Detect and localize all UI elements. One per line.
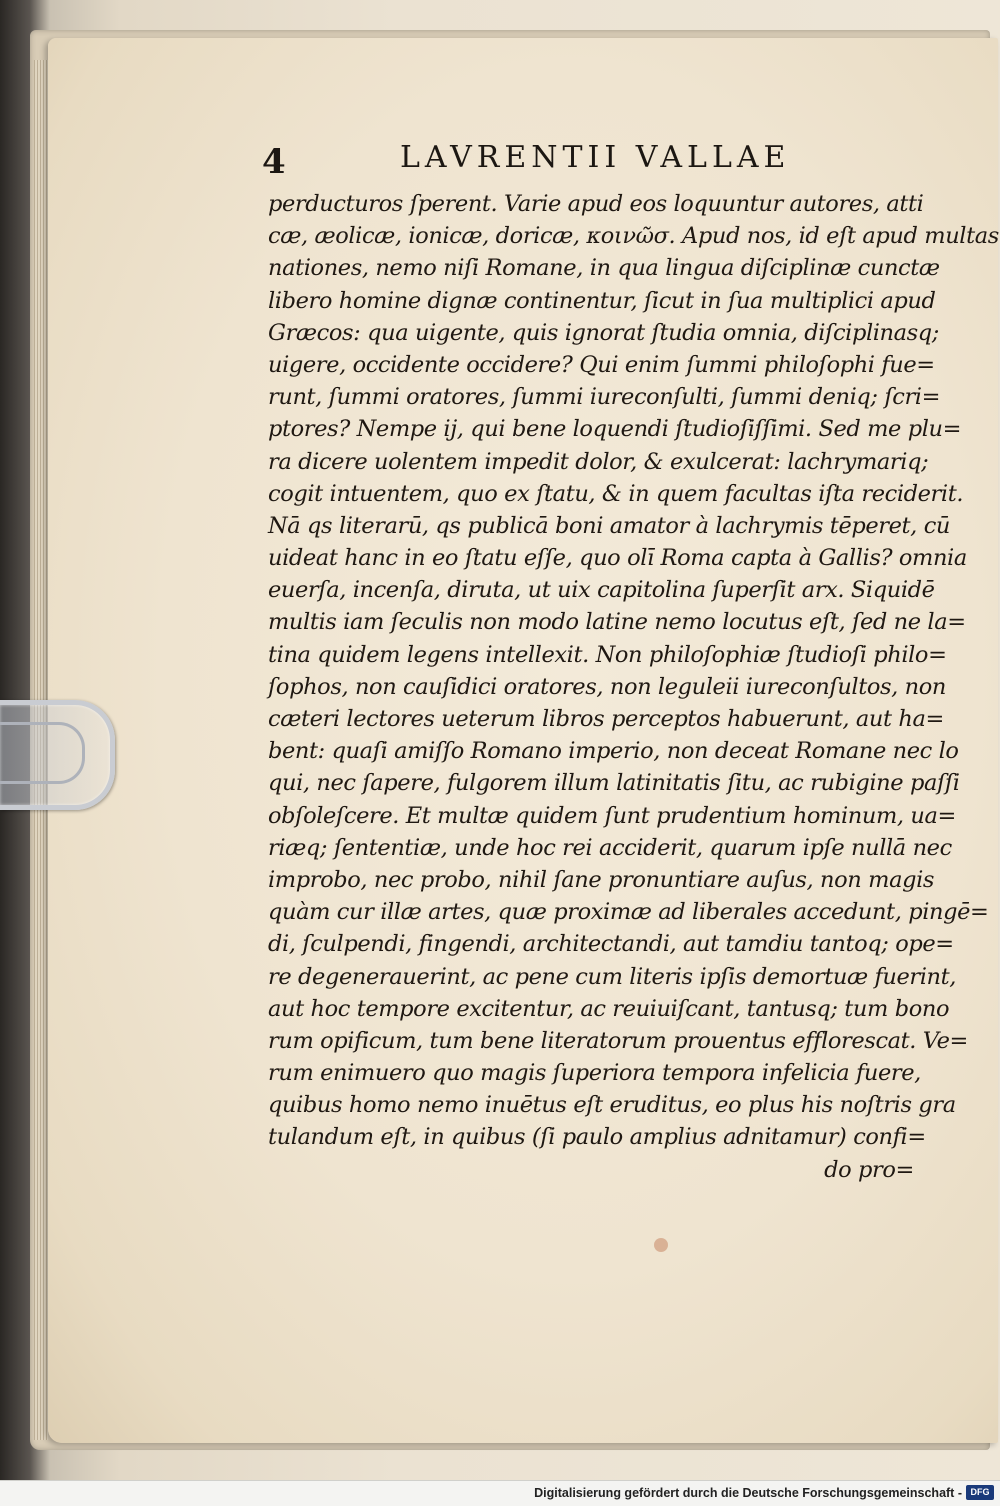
text-line: libero homine dignæ continentur, ſicut in ſua multiplici apud bbox=[268, 287, 936, 314]
text-line: cæteri lectores ueterum libros perceptos habuerunt, aut ha= bbox=[268, 706, 944, 732]
digitization-credit: Digitalisierung gefördert durch die Deutsche Forschungsgemeinschaft - bbox=[534, 1486, 962, 1500]
body-text bbox=[268, 188, 999, 1186]
text-line: ra dicere uolentem impedit dolor, & exulcerat: lachrymariq; bbox=[268, 448, 929, 475]
text-line: bent: quaſi amiſſo Romano imperio, non deceat Romane nec lo bbox=[268, 738, 959, 765]
text-line: ſophos, non cauſidici oratores, non leguleii iureconſultos, non bbox=[268, 673, 946, 700]
text-line: Nā qs literarū, qs publicā boni amator à lachrymis tēperet, cū bbox=[268, 512, 950, 539]
text-line: perducturos ſperent. Varie apud eos loquuntur autores, atti bbox=[268, 191, 924, 217]
text-line: aut hoc tempore excitentur, ac reuiuiſcant, tantusq; tum bono bbox=[268, 995, 950, 1022]
text-line: ptores? Nempe ij, qui bene loquendi ſtudioſiſſimi. Sed me plu= bbox=[268, 416, 962, 443]
text-line: obſoleſcere. Et multæ quidem ſunt prudentium hominum, ua= bbox=[268, 802, 956, 829]
text-line: rum enimuero quo magis ſuperiora tempora infelicia fuere, bbox=[268, 1060, 921, 1087]
text-line: cogit intuentem, quo ex ſtatu, & in quem facultas iſta reciderit. bbox=[268, 480, 964, 507]
text-line: quibus homo nemo inuētus eſt eruditus, eo plus his noſtris gra bbox=[268, 1092, 956, 1119]
text-line: euerſa, incenſa, diruta, ut uix capitolina ſuperſit arx. Siquidē bbox=[268, 577, 935, 604]
text-line: rum opificum, tum bene literatorum prouentus efflorescat. Ve= bbox=[268, 1027, 968, 1054]
text-line: di, ſculpendi, fingendi, architectandi, aut tamdiu tantoq; ope= bbox=[268, 931, 954, 958]
text-line: re degenerauerint, ac pene cum literis ipſis demortuæ fuerint, bbox=[268, 963, 957, 990]
text-line: runt, ſummi oratores, ſummi iureconſulti, ſummi deniq; ſcri= bbox=[268, 384, 941, 411]
text-line: cæ, æolicæ, ionicæ, doricæ, κοινῶσ. Apud nos, id eſt apud multas bbox=[268, 223, 999, 250]
text-line: improbo, nec probo, nihil ſane pronuntiare auſus, non magis bbox=[268, 866, 935, 893]
text-line: tina quidem legens intellexit. Non philoſophiæ ſtudioſi philo= bbox=[268, 641, 947, 668]
text-line: Græcos: qua uigente, quis ignorat ſtudia omnia, diſciplinasq; bbox=[268, 319, 939, 346]
text-line: nationes, nemo niſi Romane, in qua lingua diſciplinæ cunctæ bbox=[268, 255, 940, 282]
text-line: uideat hanc in eo ſtatu eſſe, quo olī Roma capta à Gallis? omnia bbox=[268, 545, 967, 572]
ink-stain bbox=[654, 1238, 668, 1252]
running-head: LAVRENTII VALLAE bbox=[400, 140, 791, 175]
text-line: qui, nec ſapere, fulgorem illum latinitatis ſitu, ac rubigine paſſi bbox=[268, 770, 960, 797]
paper-clip-inner bbox=[0, 722, 85, 784]
page-number: 4 bbox=[262, 142, 286, 182]
catchword: do pro= bbox=[824, 1156, 914, 1183]
text-line: riæq; ſententiæ, unde hoc rei acciderit, quarum ipſe nullā nec bbox=[268, 834, 952, 861]
text-line: quàm cur illæ artes, quæ proximæ ad liberales accedunt, pingē= bbox=[268, 899, 989, 926]
text-line: tulandum eſt, in quibus (ſi paulo amplius adnitamur) confi= bbox=[268, 1124, 926, 1151]
text-line: uigere, occidente occidere? Qui enim ſummi philoſophi fue= bbox=[268, 351, 935, 378]
text-line: multis iam ſeculis non modo latine nemo locutus eſt, ſed ne la= bbox=[268, 609, 966, 636]
dfg-logo: DFG bbox=[966, 1485, 994, 1500]
